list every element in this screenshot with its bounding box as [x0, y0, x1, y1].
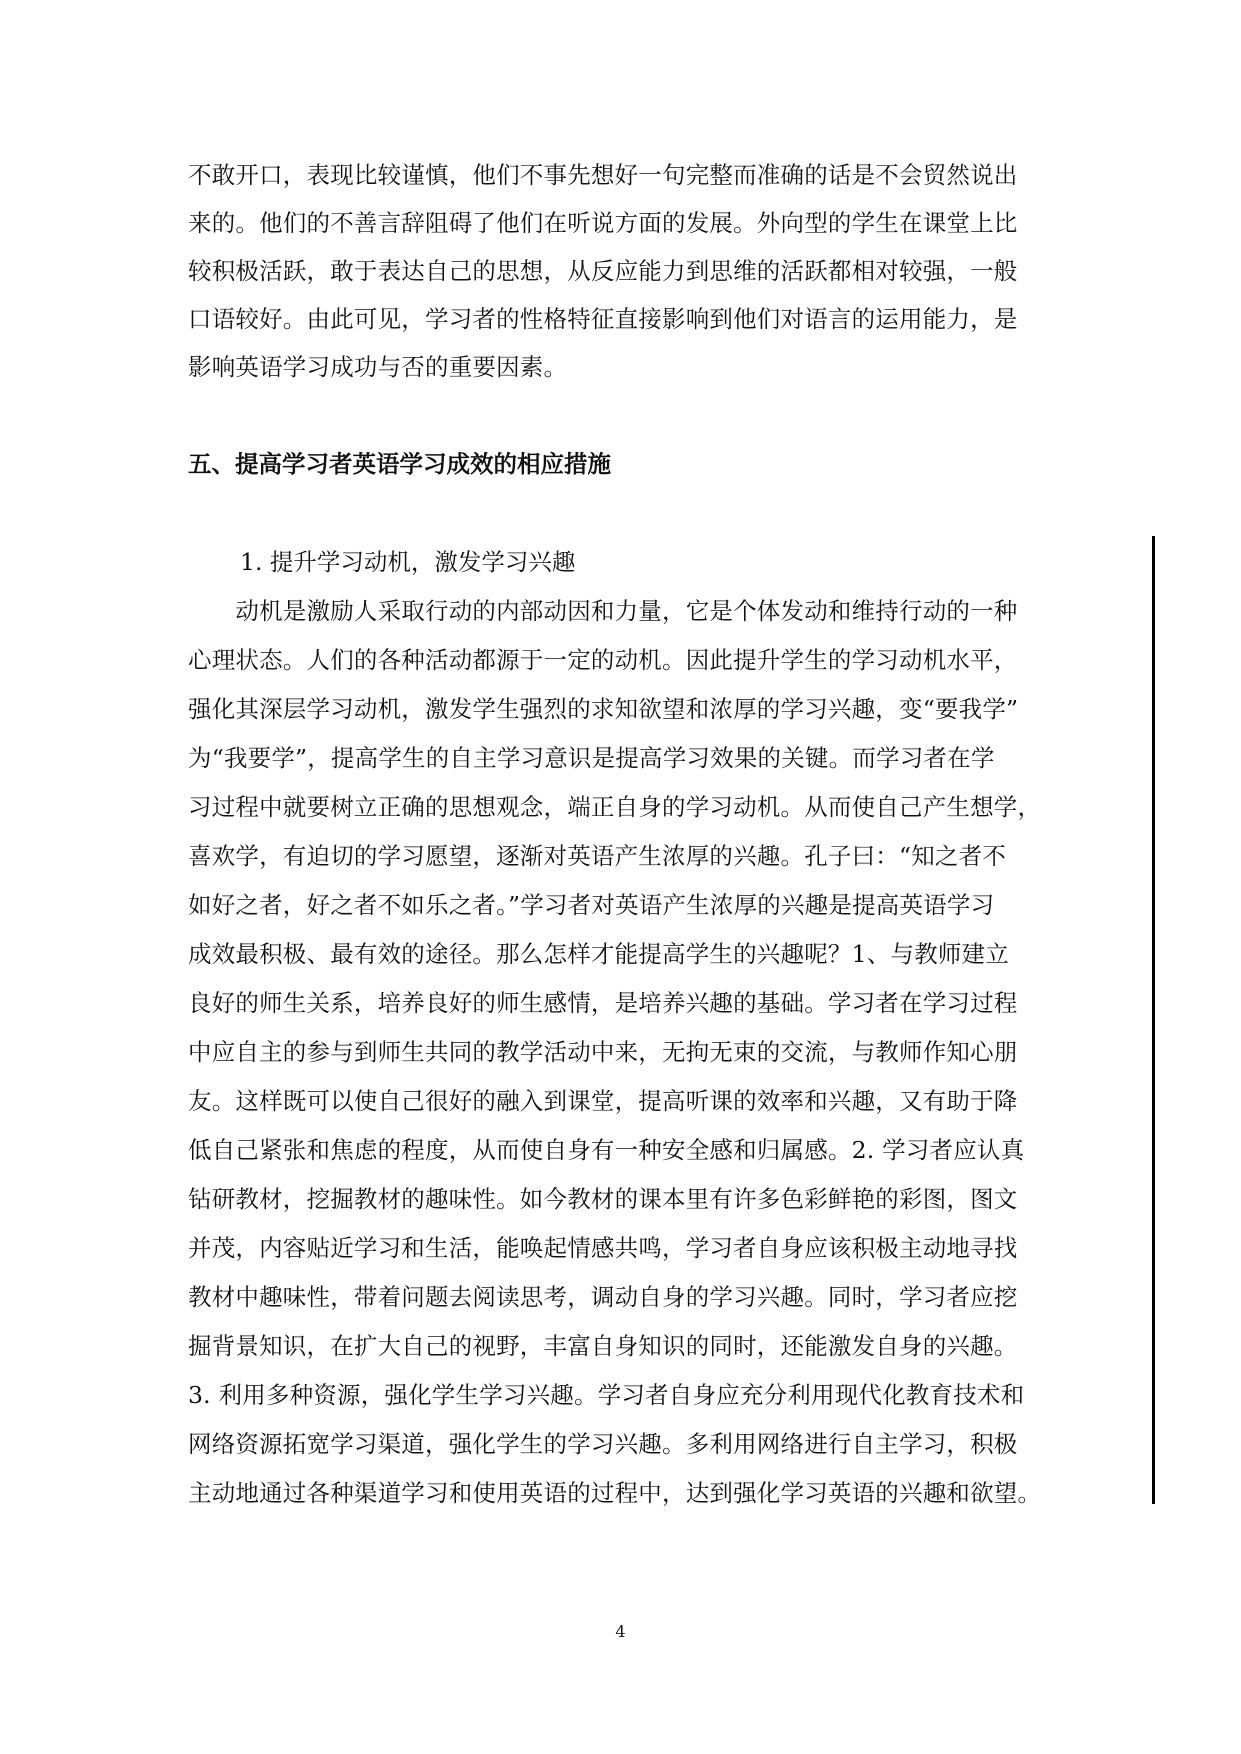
body-line: 为“我要学”，提高学生的自主学习意识是提高学习效果的关键。而学习者在学 — [188, 744, 995, 772]
body-line: 并茂，内容贴近学习和生活，能唤起情感共鸣，学习者自身应该积极主动地寻找 — [188, 1234, 1018, 1262]
body-line: 良好的师生关系，培养良好的师生感情，是培养兴趣的基础。学习者在学习过程 — [188, 989, 1018, 1017]
body-line: 教材中趣味性，带着问题去阅读思考，调动自身的学习兴趣。同时，学习者应挖 — [188, 1283, 1018, 1311]
intro-line: 较积极活跃，敢于表达自己的思想，从反应能力到思维的活跃都相对较强，一般 — [188, 257, 1018, 285]
revision-change-bar — [1152, 536, 1155, 1504]
body-line: 动机是激励人采取行动的内部动因和力量，它是个体发动和维持行动的一种 — [188, 597, 1018, 625]
intro-line: 不敢开口，表现比较谨慎，他们不事先想好一句完整而准确的话是不会贸然说出 — [188, 161, 1018, 189]
intro-line: 来的。他们的不善言辞阻碍了他们在听说方面的发展。外向型的学生在课堂上比 — [188, 209, 1018, 237]
page-number: 4 — [615, 1622, 626, 1641]
intro-line: 口语较好。由此可见，学习者的性格特征直接影响到他们对语言的运用能力，是 — [188, 305, 1018, 333]
intro-line: 影响英语学习成功与否的重要因素。 — [188, 353, 568, 381]
body-line: 掘背景知识，在扩大自己的视野，丰富自身知识的同时，还能激发自身的兴趣。 — [188, 1332, 1018, 1360]
body-line: 如好之者，好之者不如乐之者。”学习者对英语产生浓厚的兴趣是提高英语学习 — [188, 891, 995, 919]
section-heading: 五、提高学习者英语学习成效的相应措施 — [188, 450, 611, 478]
body-line: 习过程中就要树立正确的思想观念，端正自身的学习动机。从而使自己产生想学， — [188, 793, 1042, 821]
body-line: 钻研教材，挖掘教材的趣味性。如今教材的课本里有许多色彩鲜艳的彩图，图文 — [188, 1185, 1018, 1213]
body-line: 网络资源拓宽学习渠道，强化学生的学习兴趣。多利用网络进行自主学习，积极 — [188, 1430, 1018, 1458]
body-line: 主动地通过各种渠道学习和使用英语的过程中，达到强化学习英语的兴趣和欲望。 — [188, 1479, 1042, 1507]
body-line: 心理状态。人们的各种活动都源于一定的动机。因此提升学生的学习动机水平， — [188, 646, 1018, 674]
body-line: 成效最积极、最有效的途径。那么怎样才能提高学生的兴趣呢？1、与教师建立 — [188, 940, 1009, 968]
body-line: 强化其深层学习动机，激发学生强烈的求知欲望和浓厚的学习兴趣，变“要我学” — [188, 695, 1019, 723]
body-line: 友。这样既可以使自己很好的融入到课堂，提高听课的效率和兴趣，又有助于降 — [188, 1087, 1018, 1115]
body-line: 3. 利用多种资源，强化学生学习兴趣。学习者自身应充分利用现代化教育技术和 — [188, 1381, 1025, 1409]
body-line: 中应自主的参与到师生共同的教学活动中来，无拘无束的交流，与教师作知心朋 — [188, 1038, 1018, 1066]
subsection-heading: 1. 提升学习动机，激发学习兴趣 — [240, 548, 576, 576]
body-line: 喜欢学，有迫切的学习愿望，逐渐对英语产生浓厚的兴趣。孔子曰：“知之者不 — [188, 842, 1007, 870]
body-line: 低自己紧张和焦虑的程度，从而使自身有一种安全感和归属感。2. 学习者应认真 — [188, 1136, 1025, 1164]
